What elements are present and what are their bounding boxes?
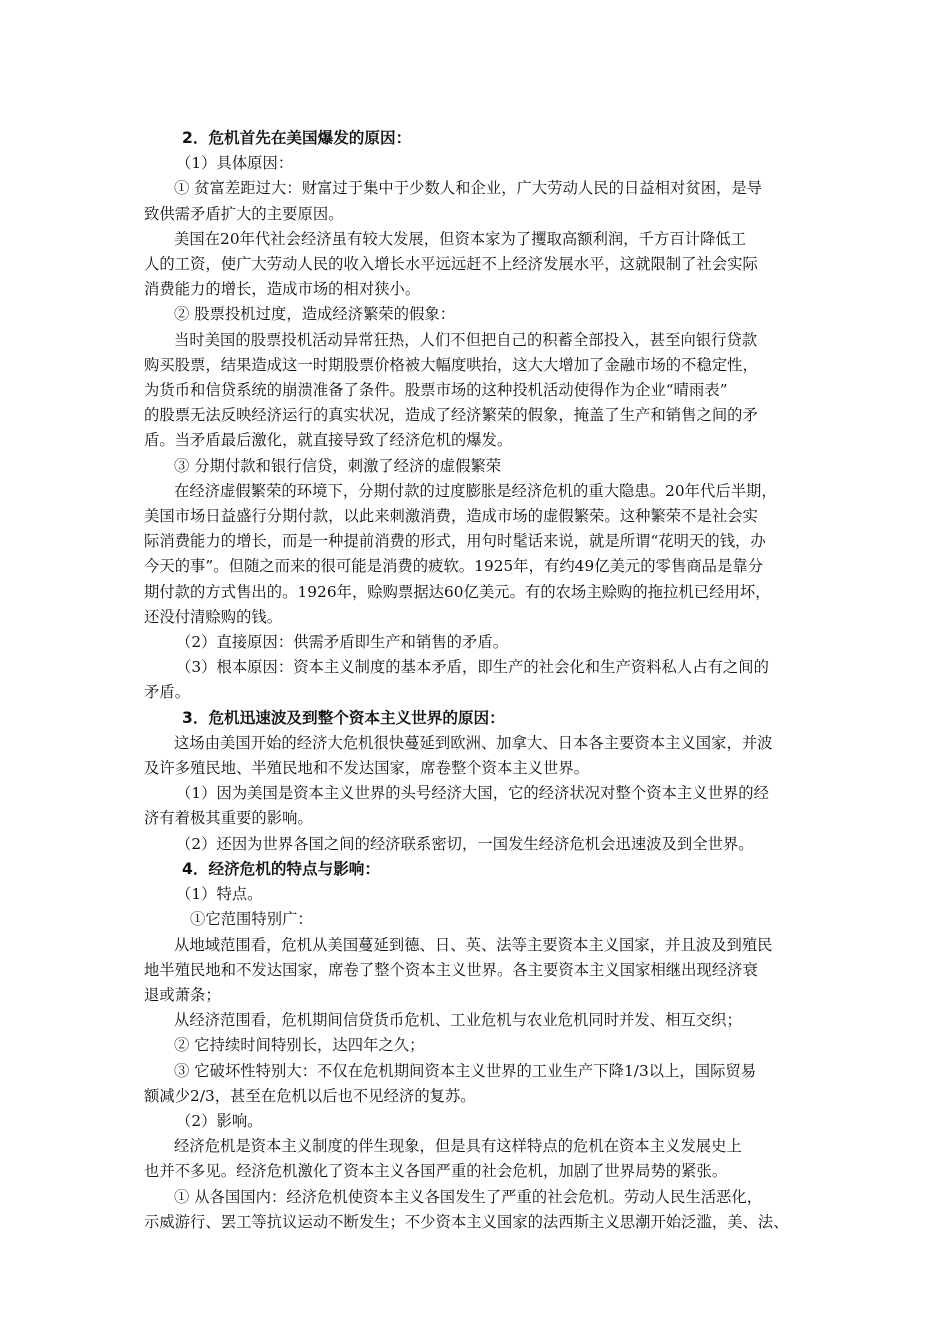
- section-heading: 4．经济危机的特点与影响：: [182, 859, 380, 878]
- paragraph-line: 额减少2/3，甚至在危机以后也不见经济的复苏。: [144, 1086, 476, 1105]
- paragraph-first-line: （1）因为美国是资本主义世界的头号经济大国，它的经济状况对整个资本主义世界的经: [176, 784, 769, 803]
- paragraph-line: 矛盾。: [144, 683, 191, 702]
- paragraph-line: 致供需矛盾扩大的主要原因。: [144, 204, 344, 223]
- section-heading: 2．危机首先在美国爆发的原因：: [182, 129, 412, 147]
- paragraph-line: 消费能力的增长，造成市场的相对狭小。: [144, 280, 421, 299]
- paragraph-first-line: （2）直接原因：供需矛盾即生产和销售的矛盾。: [176, 633, 509, 652]
- paragraph-line: 际消费能力的增长，而是一种提前消费的形式，用句时髦话来说，就是所谓“花明天的钱，办: [144, 532, 766, 551]
- paragraph-line: 及许多殖民地、半殖民地和不发达国家，席卷整个资本主义世界。: [144, 759, 590, 778]
- paragraph-first-line: （1）具体原因：: [176, 154, 294, 173]
- paragraph-line: 也并不多见。经济危机激化了资本主义各国严重的社会危机，加剧了世界局势的紧张。: [144, 1162, 728, 1181]
- paragraph-first-line: ① 贫富差距过大：财富过于集中于少数人和企业，广大劳动人民的日益相对贫困，是导: [174, 179, 763, 198]
- document-page: [144, 126, 816, 1235]
- paragraph-first-line: （3）根本原因：资本主义制度的基本矛盾，即生产的社会化和生产资料私人占有之间的: [176, 658, 769, 677]
- paragraph-line: 地半殖民地和不发达国家，席卷了整个资本主义世界。各主要资本主义国家相继出现经济衰: [144, 960, 758, 979]
- paragraph-first-line: ② 股票投机过度，造成经济繁荣的假象：: [174, 305, 456, 324]
- paragraph-first-line: 当时美国的股票投机活动异常狂热，人们不但把自己的积蓄全部投入，甚至向银行贷款: [174, 330, 758, 349]
- paragraph-first-line: （1）特点。: [176, 885, 263, 904]
- paragraph-line: 人的工资，使广大劳动人民的收入增长水平远远赶不上经济发展水平，这就限制了社会实际: [144, 255, 758, 274]
- paragraph-first-line: 从地域范围看，危机从美国蔓延到德、日、英、法等主要资本主义国家，并且波及到殖民: [174, 935, 773, 954]
- paragraph-first-line: ① 从各国国内：经济危机使资本主义各国发生了严重的社会危机。劳动人民生活恶化，: [174, 1187, 763, 1206]
- paragraph-line: 示威游行、罢工等抗议运动不断发生；不少资本主义国家的法西斯主义思潮开始泛滥，美、法、: [144, 1212, 789, 1231]
- paragraph-first-line: ③ 它破坏性特别大：不仅在危机期间资本主义世界的工业生产下降1/3以上，国际贸易: [174, 1061, 757, 1080]
- paragraph-first-line: 在经济虚假繁荣的环境下，分期付款的过度膨胀是经济危机的重大隐患。20年代后半期，: [174, 481, 777, 500]
- paragraph-line: 为货币和信贷系统的崩溃准备了条件。股票市场的这种投机活动使得作为企业“晴雨表”: [144, 381, 728, 400]
- paragraph-first-line: （2）还因为世界各国之间的经济联系密切，一国发生经济危机会迅速波及到全世界。: [176, 834, 754, 853]
- paragraph-line: 今天的事”。但随之而来的很可能是消费的疲软。1925年，有约49亿美元的零售商品是靠分: [144, 557, 764, 576]
- paragraph-first-line: 这场由美国开始的经济大危机很快蔓延到欧洲、加拿大、日本各主要资本主义国家，并波: [174, 733, 773, 752]
- section-heading: 3．危机迅速波及到整个资本主义世界的原因：: [182, 708, 505, 727]
- paragraph-first-line: 从经济范围看，危机期间信贷货币危机、工业危机与农业危机同时并发、相互交织；: [174, 1011, 742, 1030]
- paragraph-line: 盾。当矛盾最后激化，就直接导致了经济危机的爆发。: [144, 431, 513, 450]
- paragraph-line: 的股票无法反映经济运行的真实状况，造成了经济繁荣的假象，掩盖了生产和销售之间的矛: [144, 406, 758, 425]
- paragraph-line: 购买股票，结果造成这一时期股票价格被大幅度哄抬，这大大增加了金融市场的不稳定性，: [144, 355, 758, 374]
- paragraph-first-line: 美国在20年代社会经济虽有较大发展，但资本家为了攫取高额利润，千方百计降低工: [174, 229, 747, 248]
- paragraph-first-line: ② 它持续时间特别长，达四年之久；: [174, 1036, 425, 1055]
- paragraph-line: 美国市场日益盛行分期付款，以此来刺激消费，造成市场的虚假繁荣。这种繁荣不是社会实: [144, 507, 758, 526]
- paragraph-line: 退或萧条；: [144, 985, 221, 1004]
- paragraph-line: 期付款的方式售出的。1926年，赊购票据达60亿美元。有的农场主赊购的拖拉机已经用坏，: [144, 582, 771, 601]
- paragraph-first-line: （2）影响。: [176, 1111, 263, 1130]
- paragraph-first-line: ①它范围特别广：: [190, 910, 313, 929]
- paragraph-first-line: 经济危机是资本主义制度的伴生现象，但是具有这样特点的危机在资本主义发展史上: [174, 1137, 742, 1156]
- paragraph-line: 还没付清赊购的钱。: [144, 607, 283, 626]
- paragraph-first-line: ③ 分期付款和银行信贷，刺激了经济的虚假繁荣: [174, 456, 502, 475]
- paragraph-line: 济有着极其重要的影响。: [144, 809, 313, 828]
